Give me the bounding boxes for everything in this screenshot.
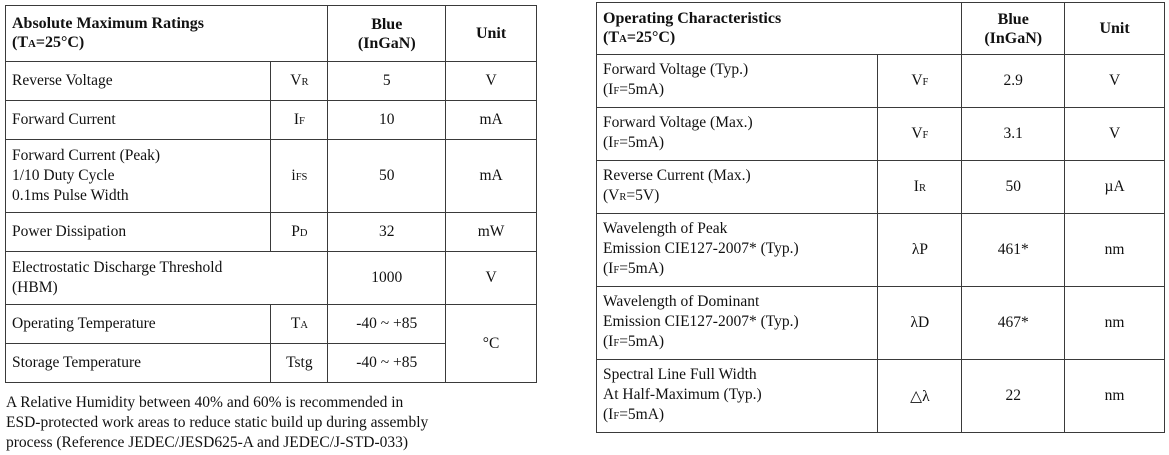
symbol-cell: λD — [878, 287, 962, 360]
unit-cell: V — [1065, 55, 1165, 108]
value-cell: -40 ~ +85 — [328, 305, 446, 344]
note-line: process (Reference JEDEC/JESD625-A and JEDEC/J-STD-033) — [6, 434, 409, 451]
table-row — [6, 101, 537, 140]
param-line: Forward Voltage (Typ.) — [603, 61, 749, 78]
value-cell: 22 — [962, 360, 1065, 433]
param-cell: Operating Temperature — [6, 305, 271, 344]
value-cell: 467* — [962, 287, 1065, 360]
table-row — [6, 252, 537, 305]
amr-header-unit: Unit — [446, 6, 537, 62]
param-cell — [597, 287, 878, 360]
symbol-cell: λP — [878, 214, 962, 287]
table-row — [6, 140, 537, 213]
symbol-cell: IF — [271, 101, 328, 140]
param-line: (IF=5mA) — [603, 260, 665, 277]
symbol-cell: VF — [878, 55, 962, 108]
symbol-cell: △λ — [878, 360, 962, 433]
symbol-cell: VF — [878, 108, 962, 161]
param-line: (IF=5mA) — [603, 406, 665, 423]
param-line: Wavelength of Dominant — [603, 293, 760, 310]
param-line: Forward Current (Peak) — [12, 147, 161, 164]
param-line: 0.1ms Pulse Width — [12, 187, 129, 204]
value-cell: 5 — [328, 62, 446, 101]
symbol-cell: iFS — [271, 140, 328, 213]
value-cell: 50 — [328, 140, 446, 213]
param-cell — [597, 161, 878, 214]
param-line: (IF=5mA) — [603, 81, 665, 98]
unit-cell: µA — [1065, 161, 1165, 214]
symbol-cell: VR — [271, 62, 328, 101]
oc-condition: (TA=25°C) — [603, 28, 676, 46]
unit-cell: mW — [446, 213, 537, 252]
amr-condition: (TA=25°C) — [12, 33, 85, 51]
table-row — [597, 108, 1165, 161]
table-row — [597, 55, 1165, 108]
value-cell: 2.9 — [962, 55, 1065, 108]
unit-cell: nm — [1065, 360, 1165, 433]
symbol-cell: Tstg — [271, 344, 328, 383]
param-line: Electrostatic Discharge Threshold — [12, 259, 223, 276]
amr-col-blue-sub: (InGaN) — [357, 34, 416, 52]
table-row — [6, 305, 537, 344]
note-line: A Relative Humidity between 40% and 60% is recommended in — [6, 394, 404, 411]
temp-unit-cell: °C — [446, 305, 537, 383]
table-row — [597, 161, 1165, 214]
unit-cell: V — [446, 62, 537, 101]
param-line: (IF=5mA) — [603, 134, 665, 151]
param-line: Spectral Line Full Width — [603, 366, 757, 383]
operating-characteristics-table — [596, 2, 1165, 433]
param-line: At Half-Maximum (Typ.) — [603, 386, 762, 403]
param-cell: Storage Temperature — [6, 344, 271, 383]
amr-title: Absolute Maximum Ratings — [12, 14, 205, 32]
unit-cell: nm — [1065, 214, 1165, 287]
param-line: Wavelength of Peak — [603, 220, 728, 237]
param-line: (IF=5mA) — [603, 333, 665, 350]
amr-col-blue: Blue — [371, 15, 403, 33]
oc-col-blue-sub: (InGaN) — [984, 29, 1043, 47]
unit-cell: V — [446, 252, 537, 305]
param-cell — [6, 140, 271, 213]
table-row — [597, 360, 1165, 433]
value-cell: 50 — [962, 161, 1065, 214]
esd-humidity-note — [6, 393, 546, 453]
param-cell — [6, 252, 328, 305]
symbol-cell: TA — [271, 305, 328, 344]
param-cell: Reverse Voltage — [6, 62, 271, 101]
param-line: Reverse Current (Max.) — [603, 167, 751, 184]
amr-header-blue — [328, 6, 446, 62]
oc-title: Operating Characteristics — [603, 9, 782, 27]
param-line: Forward Voltage (Max.) — [603, 114, 753, 131]
param-line: (HBM) — [12, 279, 58, 296]
value-cell: -40 ~ +85 — [328, 344, 446, 383]
symbol-cell: PD — [271, 213, 328, 252]
table-row — [6, 62, 537, 101]
table-row — [597, 214, 1165, 287]
value-cell: 1000 — [328, 252, 446, 305]
table-row — [597, 287, 1165, 360]
param-line: Emission CIE127-2007* (Typ.) — [603, 313, 799, 330]
param-line: 1/10 Duty Cycle — [12, 167, 115, 184]
unit-cell: nm — [1065, 287, 1165, 360]
value-cell: 10 — [328, 101, 446, 140]
table-row — [6, 213, 537, 252]
symbol-cell: IR — [878, 161, 962, 214]
absolute-max-ratings-table — [5, 5, 537, 383]
oc-col-blue: Blue — [997, 10, 1029, 28]
unit-cell: mA — [446, 140, 537, 213]
param-cell: Power Dissipation — [6, 213, 271, 252]
param-line: (VR=5V) — [603, 187, 660, 204]
param-line: Emission CIE127-2007* (Typ.) — [603, 240, 799, 257]
oc-header-title — [597, 3, 962, 55]
value-cell: 32 — [328, 213, 446, 252]
oc-header-unit: Unit — [1065, 3, 1165, 55]
oc-header-blue — [962, 3, 1065, 55]
param-cell — [597, 55, 878, 108]
param-cell — [597, 108, 878, 161]
unit-cell: mA — [446, 101, 537, 140]
param-cell — [597, 360, 878, 433]
value-cell: 461* — [962, 214, 1065, 287]
param-cell: Forward Current — [6, 101, 271, 140]
value-cell: 3.1 — [962, 108, 1065, 161]
note-line: ESD-protected work areas to reduce static build up during assembly — [6, 414, 429, 431]
unit-cell: V — [1065, 108, 1165, 161]
param-cell — [597, 214, 878, 287]
amr-header-title — [6, 6, 328, 62]
